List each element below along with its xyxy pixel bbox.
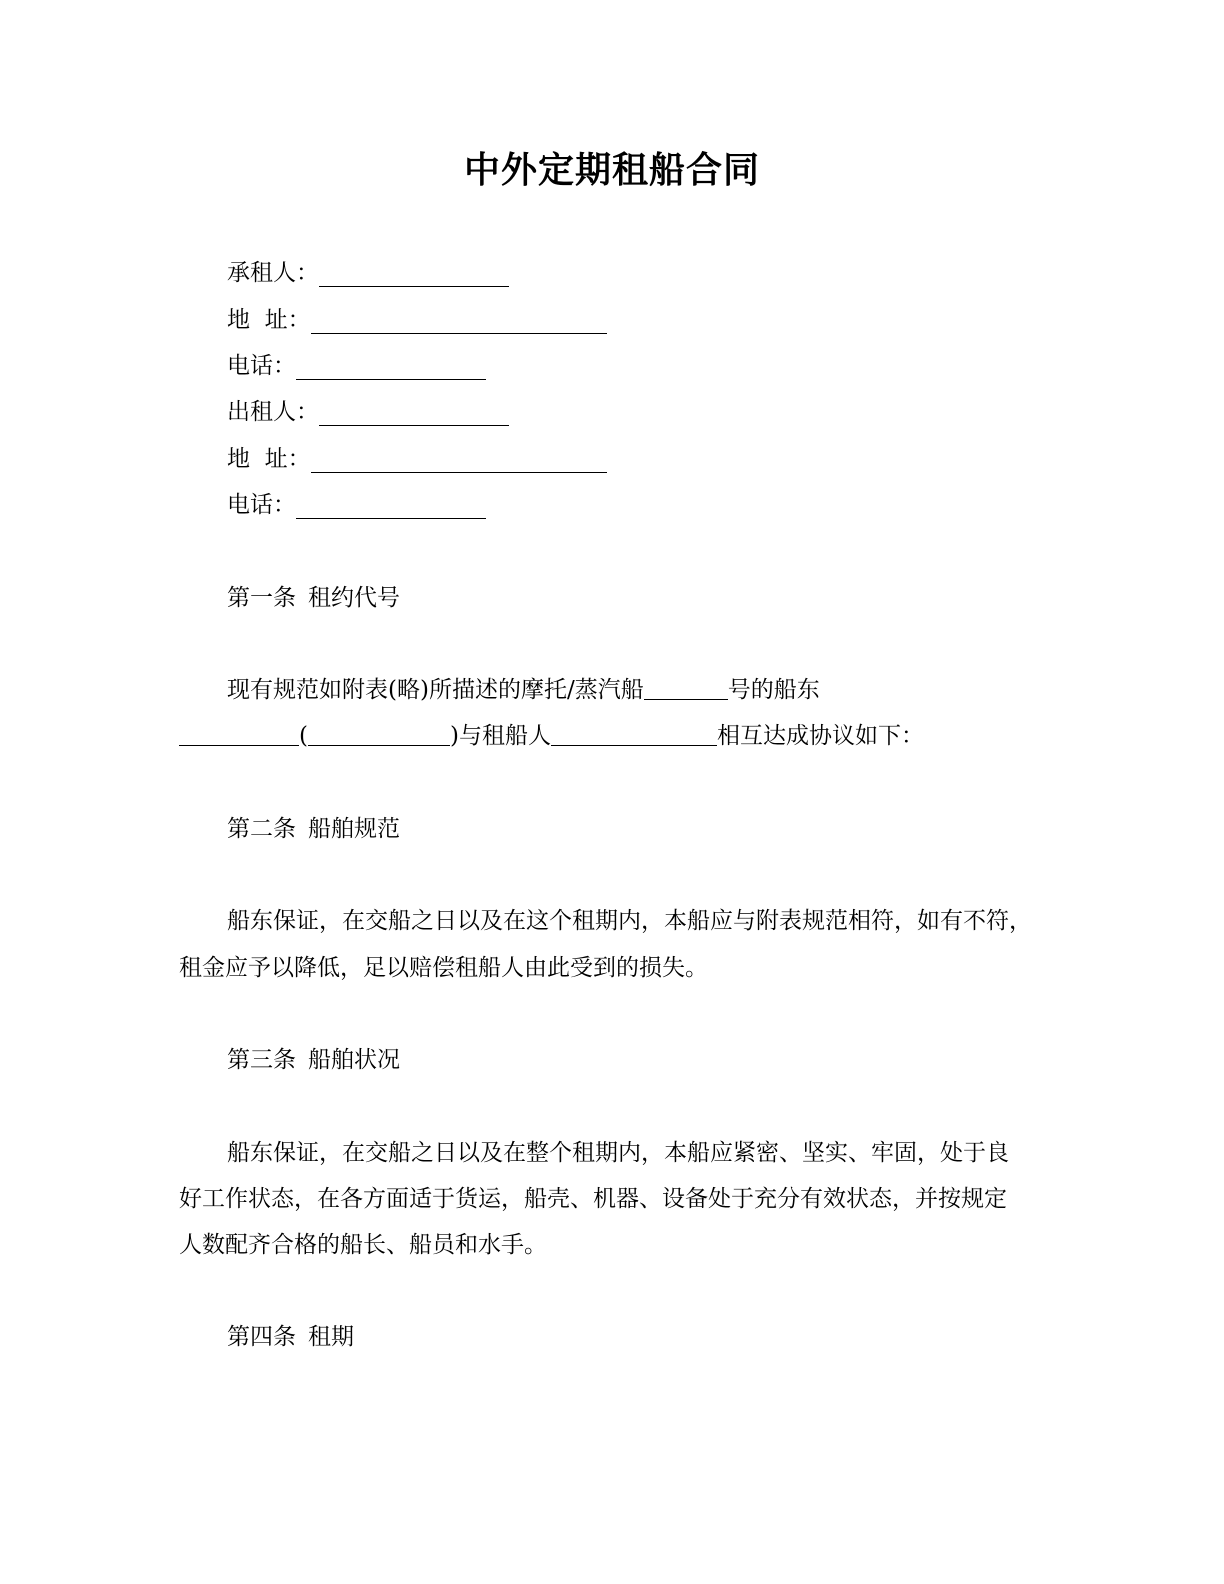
article-heading-3 — [227, 1045, 400, 1075]
party-field-lessee-address — [227, 305, 607, 335]
field-blank-line[interactable] — [311, 444, 607, 473]
field-blank-line[interactable] — [296, 351, 486, 380]
article-3-line-2: 好工作状态，在各方面适于货运，船壳、机器、设备处于充分有效状态，并按规定 — [179, 1186, 1007, 1212]
article-title: 租期 — [308, 1324, 354, 1350]
party-field-lessee-phone — [227, 351, 486, 381]
field-label: 电话： — [227, 492, 296, 518]
text-segment: 现有规范如附表(略)所描述的摩托/蒸汽船 — [227, 677, 644, 703]
blank-shipowner-detail[interactable] — [308, 721, 450, 746]
field-label: 地 址： — [227, 446, 311, 472]
party-field-lessor-phone — [227, 490, 486, 520]
party-field-lessee — [227, 258, 509, 288]
article-title: 船舶规范 — [308, 816, 400, 842]
article-1-line-2 — [179, 721, 924, 751]
blank-vessel-name[interactable] — [644, 675, 728, 700]
field-blank-line[interactable] — [311, 305, 607, 334]
article-heading-2 — [227, 814, 400, 844]
article-heading-4 — [227, 1322, 354, 1352]
text-segment: 相互达成协议如下： — [716, 723, 924, 749]
field-label: 电话： — [227, 353, 296, 379]
field-blank-line[interactable] — [319, 397, 509, 426]
field-label: 承租人： — [227, 260, 319, 286]
article-number: 第二条 — [227, 816, 296, 842]
blank-charterer[interactable] — [551, 721, 717, 746]
field-label: 出租人： — [227, 399, 319, 425]
party-field-lessor — [227, 397, 509, 427]
article-number: 第一条 — [227, 585, 296, 611]
article-title: 船舶状况 — [308, 1047, 400, 1073]
article-1-line-1 — [227, 675, 820, 705]
document-title: 中外定期租船合同 — [463, 149, 760, 191]
article-2-line-2: 租金应予以降低，足以赔偿租船人由此受到的损失。 — [179, 955, 708, 981]
article-title: 租约代号 — [308, 585, 400, 611]
article-number: 第四条 — [227, 1324, 296, 1350]
article-heading-1 — [227, 583, 400, 613]
party-field-lessor-address — [227, 444, 607, 474]
article-2-line-1: 船东保证，在交船之日以及在这个租期内，本船应与附表规范相符，如有不符， — [227, 908, 1032, 934]
field-blank-line[interactable] — [319, 258, 509, 287]
article-number: 第三条 — [227, 1047, 296, 1073]
text-segment: 号的船东 — [727, 677, 820, 703]
article-3-line-3: 人数配齐合格的船长、船员和水手。 — [179, 1232, 547, 1258]
text-segment: )与租船人 — [449, 723, 551, 749]
field-blank-line[interactable] — [296, 490, 486, 519]
blank-shipowner[interactable] — [179, 721, 299, 746]
text-segment: ( — [299, 723, 308, 749]
article-3-line-1: 船东保证，在交船之日以及在整个租期内，本船应紧密、坚实、牢固，处于良 — [227, 1140, 1009, 1166]
field-label: 地 址： — [227, 307, 311, 333]
